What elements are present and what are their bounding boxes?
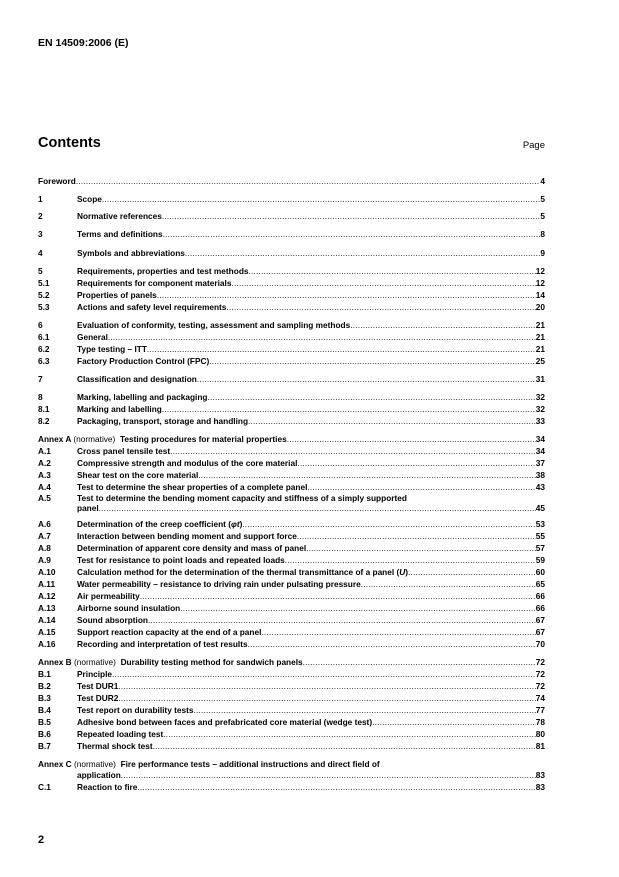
- thermal-transmittance-symbol: U: [399, 567, 406, 577]
- page-column-label: Page: [522, 140, 545, 151]
- toc-page-number: 4: [540, 176, 545, 186]
- document-header: EN 14509:2006 (E): [38, 37, 129, 49]
- creep-coefficient-symbol: φt: [230, 519, 240, 529]
- toc-entry[interactable]: A.5 Test to determine the bending moment capacity and stiffness of a simply supported panel ..... 45: [38, 494, 545, 514]
- page-number: 2: [38, 834, 45, 846]
- page-title: Contents: [38, 135, 101, 151]
